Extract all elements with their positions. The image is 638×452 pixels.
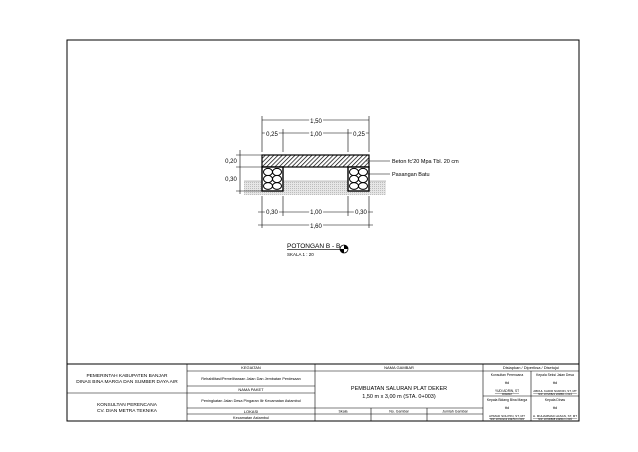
nama-gambar-line-2: 1,50 m x 3,00 m (STA. 0+003) [362,394,436,400]
sig2-name: ABDUL KADIR NURDIN, ST, MT [533,389,577,393]
dim-left-upper: 0,20 [225,159,237,165]
title-block [67,364,579,421]
dim-bottom-total: 1,60 [310,224,322,230]
jumlah-gambar-label: Jumlah Gambar [442,409,468,414]
sig3-role: Kepala Bidang Bina Marga [486,398,528,402]
sig3-name: AHMAD SOLIHIN, ST, MT [489,414,525,418]
dim-top-left: 0,25 [266,132,278,138]
owner-line-1: PEMERINTAH KABUPATEN BANJAR [86,374,168,379]
paket-value: Peningkatan Jalan Desa Pingaran Ilir Kecamatan Astambul [201,399,301,403]
consultant-line-2: CV. DIAN METRA TEKNIKA [97,409,157,414]
label-concrete: Beton fc'20 Mpa Tbl. 20 cm [392,159,459,165]
sig4-nip: NIP. 19700808 199603 1 004 [538,418,572,421]
left-masonry-abutment [262,167,283,191]
lokasi-header: LOKASI [243,409,259,414]
dim-bottom-right: 0,30 [355,210,367,216]
sig4-ttd: ttd [552,406,558,410]
consultant-line-1: KONSULTAN PERENCANA [97,403,157,408]
culvert-section-drawing [225,116,459,257]
sig1-name: YUDI ADRIN, ST [494,389,520,393]
lokasi-value: Kecamatan Astambul [233,416,269,420]
sig1-ttd: ttd [504,381,510,385]
right-masonry-abutment [348,167,369,191]
nama-gambar-header: NAMA GAMBAR [384,365,414,370]
kegiatan-value: Rehabilitasi/Pemeliharaan Jalan Dan Jembatan Perdesaan [201,377,301,381]
section-title: POTONGAN B - B [287,243,341,250]
nama-gambar-line-1: PEMBUATAN SALURAN PLAT DEKER [350,386,448,392]
sig2-role: Kepala Seksi Jalan Desa [536,373,574,377]
dim-left-lower: 0,30 [225,177,237,183]
sig1-role: Konsultan Perencana [490,373,524,377]
dim-top-right: 0,25 [353,132,365,138]
approval-header: Disiapkan / Diperiksa / Disetujui [502,365,560,370]
sig4-name: H. MUHAMMAD HASAN, ST, MT [532,414,578,418]
dim-top-total: 1,50 [310,119,322,125]
dim-top-mid: 1,00 [310,132,322,138]
sig2-ttd: ttd [552,381,558,385]
sig3-nip: NIP. 19710213 199703 1 003 [490,418,524,421]
sig3-ttd: ttd [504,406,510,410]
label-masonry: Pasangan Batu [392,172,430,178]
dim-bottom-mid: 1,00 [310,210,322,216]
dim-bottom-left: 0,30 [266,210,278,216]
section-marker-icon [340,245,348,253]
sig1-title: Direktur [502,392,512,396]
skala-label: Skala [338,409,348,414]
owner-line-2: DINAS BINA MARGA DAN SUMBER DAYA AIR [76,380,178,385]
section-scale: SKALA 1 : 20 [287,252,314,257]
sig2-nip: NIP. 19720821 200801 1 014 [538,393,572,396]
kegiatan-header: KEGIATAN [241,365,261,370]
paket-header: NAMA PAKET [238,387,264,392]
no-gambar-label: No. Gambar [389,409,409,414]
concrete-deck-slab [262,155,369,167]
sig4-role: Kepala Dinas [544,398,566,402]
